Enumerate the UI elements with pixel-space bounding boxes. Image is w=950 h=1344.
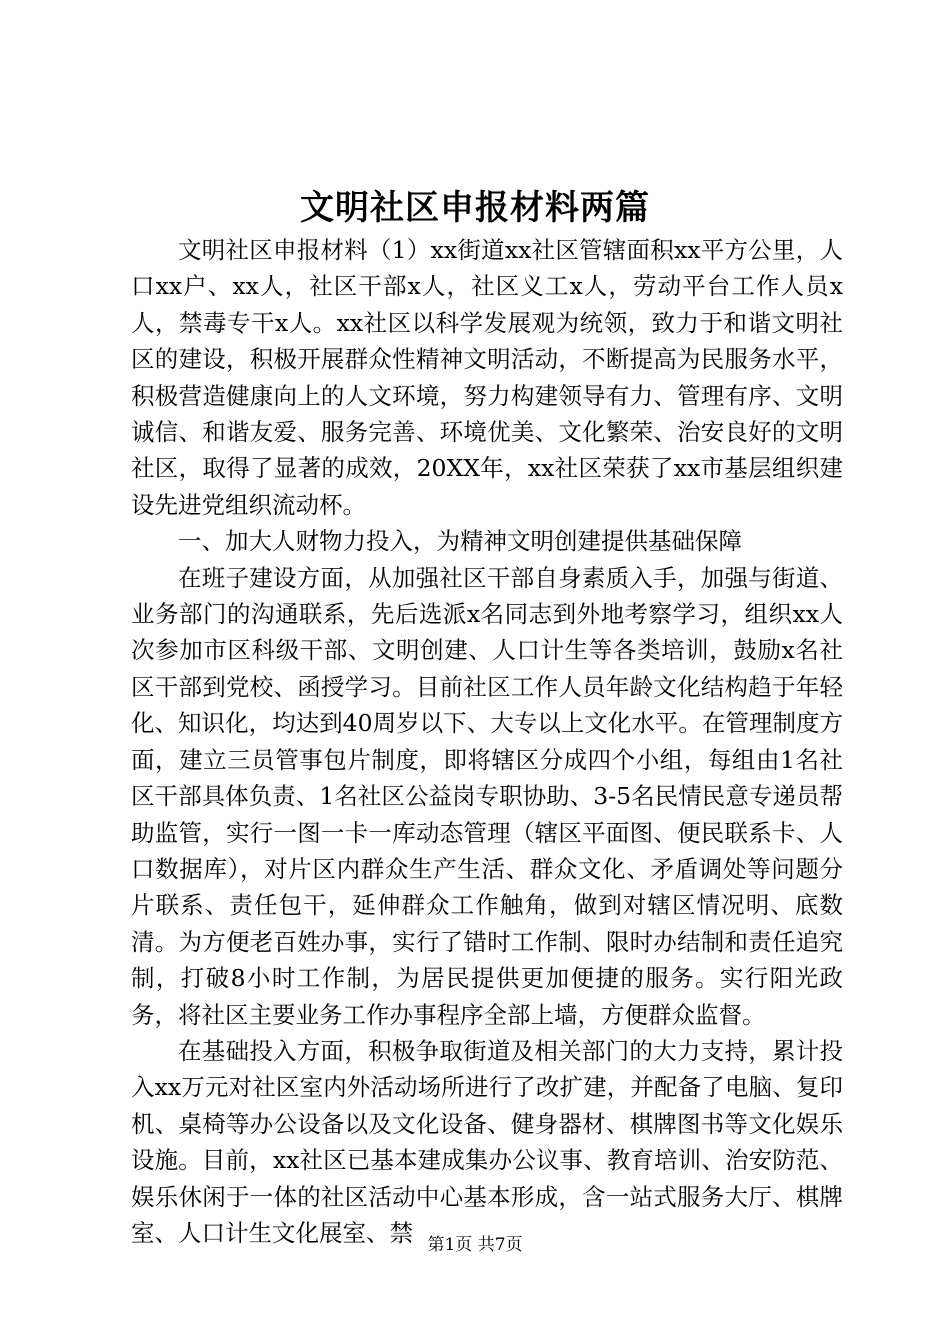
document-body [131,232,843,1251]
paragraph-infrastructure: 在基础投入方面，积极争取街道及相关部门的大力支持，累计投入xx万元对社区室内外活动场所进行了改扩建，并配备了电脑、复印机、桌椅等办公设备以及文化设备、健身器材、棋牌图书等文化娱乐设施。目前，xx社区已基本建成集办公议事、教育培训、治安防范、娱乐休闲于一体的社区活动中心基本形成，含一站式服务大厅、棋牌室、人口计生文化展室、禁 [131,1036,843,1247]
paragraph-intro: 文明社区申报材料（1）xx街道xx社区管辖面积xx平方公里，人口xx户、xx人，社区干部x人，社区义工x人，劳动平台工作人员x人，禁毒专干x人。xx社区以科学发展观为统领，致力于和谐文明社区的建设，积极开展群众性精神文明活动，不断提高为民服务水平，积极营造健康向上的人文环境，努力构建领导有力、管理有序、文明诚信、和谐友爱、服务完善、环境优美、文化繁荣、治安良好的文明社区，取得了显著的成效，20XX年，xx社区荣获了xx市基层组织建设先进党组织流动杯。 [131,236,843,519]
page-number: 第1页 共7页 [427,1235,523,1255]
section-heading-1: 一、加大人财物力投入，为精神文明创建提供基础保障 [178,527,742,556]
paragraph-team-building: 在班子建设方面，从加强社区干部自身素质入手，加强与街道、业务部门的沟通联系，先后选派x名同志到外地考察学习，组织xx人次参加市区科级干部、文明创建、人口计生等各类培训，鼓励x名社区干部到党校、函授学习。目前社区工作人员年龄文化结构趋于年轻化、知识化，均达到40周岁以下、大专以上文化水平。在管理制度方面，建立三员管事包片制度，即将辖区分成四个小组，每组由1名社区干部具体负责、1名社区公益岗专职协助、3-5名民情民意专递员帮助监管，实行一图一卡一库动态管理（辖区平面图、便民联系卡、人口数据库），对片区内群众生产生活、群众文化、矛盾调处等问题分片联系、责任包干，延伸群众工作触角，做到对辖区情况明、底数清。为方便老百姓办事，实行了错时工作制、限时办结制和责任追究制，打破8小时工作制，为居民提供更加便捷的服务。实行阳光政务，将社区主要业务工作办事程序全部上墙，方便群众监督。 [131,563,843,1029]
document-title: 文明社区申报材料两篇 [300,188,650,228]
